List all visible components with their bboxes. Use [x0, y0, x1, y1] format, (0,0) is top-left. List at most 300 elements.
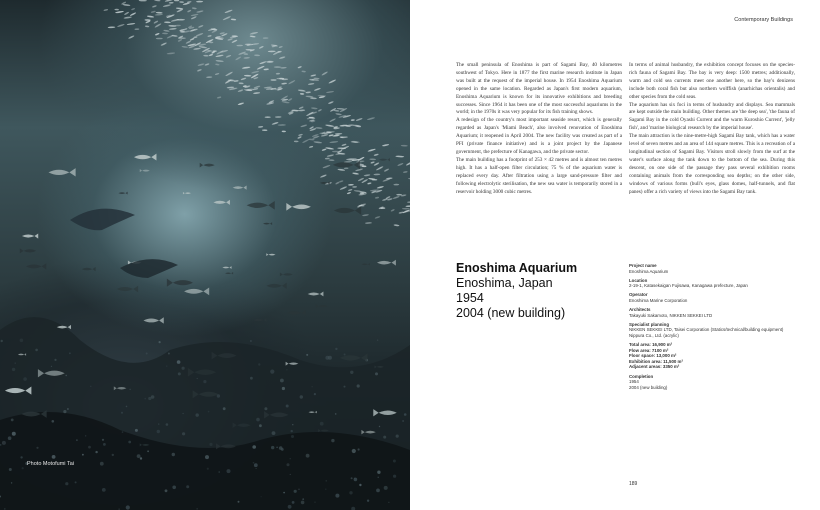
project-title-block — [456, 261, 577, 321]
sardine-fish — [367, 117, 375, 121]
sardine-fish — [335, 133, 343, 135]
sardine-fish — [352, 186, 357, 188]
sardine-fish — [167, 52, 176, 54]
sardine-fish — [337, 168, 345, 171]
rock-speck — [208, 411, 210, 413]
sardine-fish — [166, 35, 173, 39]
sardine-fish — [243, 53, 248, 55]
rock-speck — [51, 366, 52, 367]
sardine-fish — [297, 136, 302, 139]
rock-speck — [103, 443, 106, 446]
rock-speck — [159, 341, 161, 343]
sardine-fish — [318, 95, 327, 97]
rock-speck — [254, 463, 258, 467]
rock-speck — [328, 356, 332, 360]
sardine-fish — [339, 186, 347, 190]
rock-speck — [69, 352, 71, 354]
rock-speck — [75, 481, 77, 483]
sardine-fish — [328, 79, 336, 84]
sardine-fish — [302, 139, 309, 144]
rock-speck — [12, 432, 16, 436]
rock-speck — [196, 413, 199, 416]
sardine-fish — [185, 40, 191, 44]
sardine-fish — [308, 138, 315, 140]
rock-speck — [76, 439, 78, 441]
reef-fish — [334, 206, 361, 214]
page-number: 189 — [629, 481, 638, 487]
project-location: Enoshima, Japan — [456, 276, 553, 290]
rock-speck — [20, 339, 24, 343]
sardine-fish — [266, 61, 273, 63]
rock-speck — [126, 406, 128, 408]
sardine-fish — [174, 25, 180, 27]
sardine-fish — [355, 168, 363, 171]
rock-speck — [144, 398, 146, 400]
sardine-fish — [196, 33, 204, 37]
sardine-fish — [227, 38, 233, 41]
sardine-fish — [191, 13, 199, 16]
sardine-fish — [351, 119, 355, 121]
rock-speck — [302, 498, 304, 500]
sardine-fish — [376, 166, 384, 171]
area-floor: Floor space: 13,000 m² — [629, 353, 677, 359]
body-paragraph: A redesign of the country's most important seaside resort, which is generally regarded as Japan's 'Miami Beach', also involved renovation of Enoshima Aquarium; it reopened in April 2004. The new facility was created as part of a PFI (private finance initiative) and is a joint project by the Japanese government, the prefecture of Kanagawa, and the private sector. — [456, 117, 622, 155]
sardine-fish — [209, 42, 213, 44]
rock-speck — [286, 405, 289, 408]
rock-speck — [376, 489, 380, 493]
sardine-fish — [192, 7, 197, 9]
rock-speck — [300, 395, 303, 398]
sardine-fish — [281, 82, 287, 84]
rock-speck — [178, 372, 181, 375]
sardine-fish — [225, 79, 232, 84]
sardine-fish — [276, 73, 280, 75]
rock-speck — [258, 363, 260, 365]
rock-speck — [205, 455, 209, 459]
rock-speck — [282, 387, 285, 390]
sardine-fish — [123, 16, 132, 19]
sardine-fish — [407, 201, 410, 203]
sardine-fish — [236, 45, 243, 47]
rock-speck — [320, 422, 324, 426]
sardine-fish — [335, 113, 342, 116]
sardine-fish — [281, 101, 289, 104]
rock-speck — [203, 380, 206, 383]
sardine-fish — [373, 173, 380, 175]
sardine-fish — [335, 181, 340, 184]
body-paragraph: In terms of animal husbandry, the exhibition concept focuses on the species-rich fauna of Sagami Bay. The bay is very deep: 1500 metres; additionally, warm and cold sea currents meet one another here, so the bay's denizens include both coral fish but also northern wolffish (anarhichas orientalis) and other species from the cold seas. — [629, 62, 795, 100]
sardine-fish — [151, 10, 156, 13]
sardine-fish — [134, 28, 139, 30]
info-value: Enoshima Marine Corporation — [629, 297, 688, 303]
rock-speck — [344, 386, 346, 388]
sardine-fish — [265, 116, 271, 118]
sardine-fish — [403, 171, 408, 173]
sardine-fish — [197, 69, 202, 72]
reef-fish — [247, 201, 275, 210]
rock-speck — [250, 340, 252, 342]
rock-speck — [384, 486, 388, 490]
sardine-fish — [215, 54, 223, 57]
rock-speck — [100, 462, 104, 466]
reef-fish — [253, 318, 266, 322]
rock-speck — [352, 449, 356, 453]
reef-fish — [213, 200, 230, 205]
sardine-fish — [187, 10, 191, 13]
rock-speck — [270, 370, 274, 374]
info-group-architects — [629, 307, 799, 318]
sardine-fish — [225, 71, 233, 76]
sardine-fish — [190, 38, 195, 41]
info-label: Architects — [629, 307, 651, 313]
sardine-fish — [279, 56, 286, 59]
sardine-fish — [362, 214, 369, 217]
sardine-fish — [242, 66, 251, 69]
rock-speck — [65, 482, 68, 485]
sardine-fish — [127, 23, 136, 26]
sardine-fish — [164, 21, 171, 23]
area-flow: Flow area: 7100 m² — [629, 347, 669, 353]
rock-speck — [9, 468, 12, 471]
rock-speck — [52, 420, 55, 423]
sardine-fish — [244, 75, 251, 77]
project-info — [629, 263, 799, 394]
sardine-fish — [278, 124, 286, 126]
rock-speck — [291, 435, 294, 438]
rock-speck — [259, 424, 262, 427]
sardine-fish — [367, 148, 376, 152]
sardine-fish — [274, 66, 282, 68]
rock-speck — [312, 386, 313, 387]
reef-fish — [222, 266, 231, 269]
rock-speck — [177, 360, 181, 364]
sardine-fish — [115, 11, 124, 14]
sardine-fish — [275, 116, 282, 118]
sardine-fish — [280, 67, 286, 69]
rock-speck — [183, 413, 184, 414]
rock-speck — [168, 353, 170, 355]
sardine-fish — [108, 26, 116, 28]
sardine-fish — [294, 141, 299, 143]
project-year: 1954 — [456, 291, 484, 305]
rock-speck — [209, 443, 212, 446]
sardine-fish — [272, 122, 279, 126]
sardine-fish — [155, 33, 160, 36]
photo-credit: Photo Motofumi Tai — [27, 461, 74, 467]
rock-speck — [298, 489, 299, 490]
rock-speck — [301, 501, 305, 505]
rock-speck — [314, 502, 315, 503]
sardine-fish — [310, 97, 317, 99]
sardine-fish — [169, 2, 174, 4]
sardine-fish — [237, 89, 243, 92]
info-value: Takayuki Sakamoto, NIKKEN SEKKEI LTD — [629, 312, 713, 318]
rock-speck — [85, 435, 86, 436]
sardine-fish — [348, 189, 353, 192]
sardine-fish — [348, 184, 354, 186]
rock-speck — [148, 397, 151, 400]
rock-speck — [357, 384, 360, 387]
sardine-fish — [328, 159, 334, 161]
rock-speck — [379, 426, 380, 427]
rock-speck — [354, 478, 356, 480]
info-value: 1954 — [629, 379, 639, 385]
rock-speck — [12, 368, 15, 371]
sardine-fish — [408, 178, 410, 180]
rock-speck — [359, 484, 361, 486]
area-exhibition: Exhibition area: 11,500 m² — [629, 358, 683, 364]
sardine-fish — [356, 118, 363, 122]
sardine-fish — [263, 68, 269, 70]
info-value: NIKKEN SEKKEI LTD, Taisei Corporation (Statics/technical/building equipment) — [629, 327, 784, 333]
rock-speck — [290, 458, 291, 459]
sardine-fish — [154, 23, 161, 28]
sardine-fish — [257, 65, 265, 70]
rock-speck — [367, 500, 369, 502]
sardine-fish — [279, 46, 283, 49]
sardine-fish — [163, 30, 170, 33]
rock-speck — [165, 489, 168, 492]
rock-speck — [292, 501, 295, 504]
sardine-fish — [253, 92, 260, 94]
rock-speck — [283, 492, 285, 494]
sardine-fish — [128, 35, 135, 39]
sardine-fish — [238, 102, 245, 105]
sardine-fish — [239, 82, 244, 84]
reef-fish — [280, 272, 293, 276]
rock-speck — [290, 474, 291, 475]
sardine-fish — [327, 154, 335, 157]
sardine-fish — [313, 141, 322, 144]
info-value: 2-19-1, Katasekaigan Fujisawa, Kanagawa prefecture, Japan — [629, 283, 748, 289]
sardine-fish — [356, 160, 365, 163]
sardine-fish — [130, 12, 137, 17]
sardine-fish — [309, 146, 313, 149]
reef-fish — [26, 263, 46, 269]
sardine-fish — [369, 158, 376, 160]
sardine-fish — [250, 35, 256, 37]
rock-speck — [335, 348, 337, 350]
sardine-fish — [254, 54, 260, 56]
sardine-fish — [322, 148, 327, 151]
rock-speck — [272, 431, 276, 435]
sardine-fish — [365, 222, 372, 224]
sardine-fish — [222, 16, 231, 21]
sardine-fish — [171, 19, 180, 22]
sardine-fish — [402, 208, 410, 210]
rock-speck — [253, 462, 255, 464]
sardine-fish — [321, 71, 328, 76]
rock-speck — [388, 502, 389, 503]
sardine-fish — [193, 48, 201, 51]
rock-speck — [271, 446, 274, 449]
sardine-fish — [123, 4, 131, 7]
rock-speck — [404, 413, 407, 416]
sardine-fish — [145, 25, 150, 27]
sardine-fish — [394, 224, 400, 226]
sardine-fish — [163, 4, 171, 7]
body-paragraph: The main attraction is the nine-metre-high Sagami Bay tank, which has a water level of seven metres and an area of 144 square metres. This is a recreation of a longitudinal section of Sagami Bay. Visitors stroll slowly from the surf at the water's surface along the tank down to the bottom of the sea. During this descent, on one side of the passage they pass several exhibition rooms containing animals from the corresponding sea depths; on the other side, windows of various forms (bull's eyes, glass domes, half-tunnels, and flat panes) offer a rich variety of views into the Sagami Bay tank. — [629, 133, 795, 195]
rock-speck — [90, 386, 91, 387]
sardine-fish — [377, 186, 384, 189]
info-value: 2004 (new building) — [629, 384, 668, 390]
reef-fish — [287, 310, 306, 316]
rock-speck — [393, 460, 396, 463]
sardine-fish — [397, 163, 404, 167]
sardine-fish — [182, 46, 189, 48]
sardine-fish — [357, 156, 364, 161]
sardine-fish — [288, 80, 296, 85]
reef-fish — [233, 185, 247, 189]
rock-speck — [207, 468, 209, 470]
rock-speck — [349, 491, 352, 494]
reef-fish — [225, 272, 233, 274]
sardine-fish — [367, 182, 371, 185]
sardine-fish — [332, 134, 340, 137]
rock-speck — [147, 450, 149, 452]
sardine-fish — [258, 126, 263, 128]
sardine-fish — [341, 143, 346, 146]
sardine-fish — [179, 1, 184, 3]
rock-speck — [15, 363, 16, 364]
sardine-fish — [301, 70, 306, 72]
sardine-fish — [375, 197, 379, 199]
reef-fish — [82, 267, 96, 271]
sardine-fish — [401, 145, 408, 147]
reef-fish — [118, 192, 127, 195]
info-group-project — [629, 263, 799, 274]
rock-speck — [172, 453, 175, 456]
reef-fish — [266, 283, 286, 289]
reef-fish — [143, 317, 163, 323]
sardine-fish — [152, 5, 157, 8]
sardine-fish — [162, 32, 168, 34]
sardine-fish — [314, 88, 321, 92]
rock-speck — [20, 456, 22, 458]
project-title: Enoshima Aquarium — [456, 261, 578, 275]
rock-speck — [121, 412, 123, 414]
rock-speck — [66, 375, 67, 376]
rock-speck — [393, 475, 396, 478]
rock-speck — [126, 505, 130, 509]
rock-speck — [130, 389, 131, 390]
sardine-fish — [299, 106, 304, 109]
rock-speck — [8, 436, 12, 440]
sardine-fish — [325, 147, 334, 150]
sardine-fish — [231, 39, 237, 43]
rock-speck — [291, 430, 293, 432]
sardine-fish — [325, 158, 330, 160]
sardine-fish — [298, 133, 303, 136]
rock-speck — [281, 448, 284, 451]
reef-fish — [263, 222, 272, 225]
sardine-fish — [329, 118, 336, 123]
rock-speck — [4, 508, 6, 510]
sardine-fish — [144, 19, 150, 21]
sardine-fish — [305, 95, 313, 97]
rock-speck — [54, 359, 56, 361]
rock-speck — [35, 349, 38, 352]
ray-fish — [70, 209, 135, 231]
sardine-fish — [156, 12, 163, 14]
rock-speck — [256, 418, 260, 422]
rock-speck — [67, 408, 69, 410]
rock-speck — [256, 468, 257, 469]
rock-speck — [335, 413, 337, 415]
sardine-fish — [117, 23, 125, 27]
sardine-fish — [337, 108, 345, 110]
body-paragraph: The main building has a footprint of 253 × 42 metres and is almost ten metres high. It has a half-open filter circulation; 75 % of the aquarium water is replaced every day. After filtration using a large sand-pressure filter and following electrolytic sterilisation, the new sea water is temporarily stored in a reservoir holding 3000 cubic metres. — [456, 156, 622, 195]
sardine-fish — [243, 57, 250, 59]
sardine-fish — [250, 31, 259, 34]
rock-speck — [286, 369, 287, 370]
body-paragraph: The small peninsula of Enoshima is part of Sagami Bay, 40 kilometres southwest of Tokyo. Here in 1877 the first marine research institute in Japan was built at the request of the imperial house. In 1954 Enoshima Aquarium opened in the same location. Regarded as Japan's first modern aquarium, Enoshima Aquarium is known for its innovative exhibitions and breeding successes. Since 1964 it has been one of the most successful aquariums in the world; in the 1970s it was very popular for its fish training shows. — [456, 62, 622, 116]
reef-fish — [22, 234, 38, 239]
rock-speck — [128, 441, 131, 444]
info-group-areas — [629, 342, 799, 370]
sardine-fish — [245, 49, 252, 51]
body-column-1 — [456, 62, 622, 196]
sardine-fish — [251, 43, 259, 46]
sardine-fish — [339, 180, 344, 183]
rock-speck — [383, 436, 386, 439]
rock-speck — [377, 340, 378, 341]
rock-speck — [252, 445, 256, 449]
rock-speck — [358, 448, 360, 450]
sardine-fish — [209, 54, 213, 57]
sardine-fish — [382, 144, 389, 147]
sardine-fish — [147, 15, 154, 18]
reef-fish — [286, 203, 311, 211]
sardine-fish — [321, 134, 329, 137]
reef-fish — [20, 248, 36, 253]
rock-speck — [182, 367, 185, 370]
sardine-fish — [326, 91, 334, 94]
info-label: Specialist planning — [629, 321, 670, 327]
sardine-fish — [311, 107, 318, 109]
rock-speck — [182, 432, 185, 435]
sardine-fish — [153, 20, 158, 24]
sardine-fish — [310, 74, 316, 77]
sardine-fish — [139, 0, 147, 2]
rock-speck — [197, 508, 198, 509]
rock-speck — [331, 439, 334, 442]
sardine-fish — [374, 153, 379, 156]
reef-fish — [379, 158, 390, 161]
reef-fish — [362, 263, 370, 266]
rock-speck — [135, 429, 138, 432]
sardine-fish — [224, 9, 232, 13]
rock-speck — [102, 488, 106, 492]
rock-speck — [63, 410, 66, 413]
rock-speck — [52, 455, 56, 459]
sardine-fish — [300, 93, 305, 95]
sardine-fish — [160, 42, 167, 46]
sardine-fish — [298, 109, 305, 111]
rock-speck — [377, 471, 380, 474]
rock-speck — [112, 454, 114, 456]
sardine-fish — [103, 9, 108, 12]
rock-speck — [378, 477, 379, 478]
rock-speck — [375, 372, 378, 375]
rock-speck — [158, 423, 159, 424]
reef-fish — [183, 192, 191, 194]
info-value: Nippura Co., Ltd. (acrylic) — [629, 332, 679, 338]
rock-speck — [276, 447, 278, 449]
rock-speck — [280, 379, 284, 383]
rock-speck — [264, 407, 267, 410]
reef-fish — [377, 260, 396, 266]
